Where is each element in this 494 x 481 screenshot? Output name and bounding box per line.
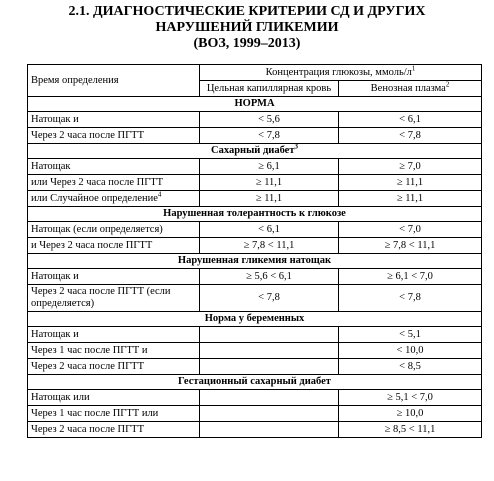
venous-value: < 7,8 bbox=[339, 285, 482, 312]
row-label bbox=[28, 390, 200, 406]
table-row bbox=[28, 128, 482, 144]
row-label-text: Через 2 часа после ПГТТ bbox=[31, 423, 144, 435]
row-label bbox=[28, 238, 200, 254]
table-row bbox=[28, 112, 482, 128]
criteria-table bbox=[27, 64, 482, 438]
row-label bbox=[28, 175, 200, 191]
row-label bbox=[28, 159, 200, 175]
section-title bbox=[28, 375, 482, 390]
venous-value: ≥ 10,0 bbox=[339, 406, 482, 422]
row-label-text: Через 1 час после ПГТТ и bbox=[31, 344, 148, 356]
venous-value: < 6,1 bbox=[339, 112, 482, 128]
row-label bbox=[28, 112, 200, 128]
table-row bbox=[28, 222, 482, 238]
capillary-value bbox=[200, 406, 339, 422]
table-row bbox=[28, 422, 482, 438]
venous-value: ≥ 6,1 < 7,0 bbox=[339, 269, 482, 285]
header-venous-sup: 2 bbox=[445, 80, 450, 88]
venous-value: < 10,0 bbox=[339, 343, 482, 359]
capillary-value: ≥ 5,6 < 6,1 bbox=[200, 269, 339, 285]
venous-value: ≥ 8,5 < 11,1 bbox=[339, 422, 482, 438]
venous-value: ≥ 7,8 < 11,1 bbox=[339, 238, 482, 254]
capillary-value bbox=[200, 422, 339, 438]
capillary-value bbox=[200, 343, 339, 359]
section-title-text: Нарушенная толерантность к глюкозе bbox=[163, 208, 346, 219]
row-label bbox=[28, 327, 200, 343]
header-concentration bbox=[200, 65, 482, 81]
table-row bbox=[28, 175, 482, 191]
section-header-row bbox=[28, 144, 482, 159]
row-label-text: Натощак и bbox=[31, 113, 79, 125]
table-row bbox=[28, 390, 482, 406]
table-row bbox=[28, 269, 482, 285]
section-title bbox=[28, 144, 482, 159]
section-title-sup: 3 bbox=[294, 142, 298, 151]
venous-value: ≥ 11,1 bbox=[339, 191, 482, 207]
row-label-text: Натощак bbox=[31, 160, 71, 172]
capillary-value: < 7,8 bbox=[200, 128, 339, 144]
capillary-value: < 5,6 bbox=[200, 112, 339, 128]
row-label bbox=[28, 343, 200, 359]
section-header-row bbox=[28, 312, 482, 327]
row-label-sup: 4 bbox=[157, 190, 162, 198]
title-line-1: 2.1. ДИАГНОСТИЧЕСКИЕ КРИТЕРИИ СД И ДРУГИХ bbox=[68, 4, 426, 19]
row-label bbox=[28, 128, 200, 144]
section-title-text: Гестационный сахарный диабет bbox=[178, 376, 331, 387]
section-header-row bbox=[28, 375, 482, 390]
row-label bbox=[28, 222, 200, 238]
table-row bbox=[28, 359, 482, 375]
capillary-value: ≥ 11,1 bbox=[200, 191, 339, 207]
header-capillary: Цельная капиллярная кровь bbox=[200, 81, 339, 97]
section-title bbox=[28, 97, 482, 112]
section-title-text: Сахарный диабет bbox=[211, 145, 295, 156]
section-header-row bbox=[28, 254, 482, 269]
row-label-text: Натощак и bbox=[31, 270, 79, 282]
capillary-value bbox=[200, 327, 339, 343]
venous-value: ≥ 5,1 < 7,0 bbox=[339, 390, 482, 406]
header-concentration-sup: 1 bbox=[411, 64, 416, 72]
section-title bbox=[28, 312, 482, 327]
row-label bbox=[28, 269, 200, 285]
row-label bbox=[28, 422, 200, 438]
table-row bbox=[28, 285, 482, 312]
section-title bbox=[28, 254, 482, 269]
row-label bbox=[28, 285, 200, 312]
row-label-text: Через 2 часа после ПГТТ (если определяется) bbox=[31, 286, 171, 309]
row-label-text: Натощак или bbox=[31, 391, 90, 403]
header-venous bbox=[339, 81, 482, 97]
row-label-text: Через 1 час после ПГТТ или bbox=[31, 407, 159, 419]
venous-value: < 8,5 bbox=[339, 359, 482, 375]
capillary-value bbox=[200, 390, 339, 406]
table-row bbox=[28, 327, 482, 343]
venous-value: < 7,0 bbox=[339, 222, 482, 238]
header-venous-text: Венозная плазма bbox=[370, 82, 446, 94]
row-label-text: Натощак (если определяется) bbox=[31, 223, 163, 235]
table-row bbox=[28, 159, 482, 175]
header-concentration-text: Концентрация глюкозы, ммоль/л bbox=[265, 66, 412, 78]
section-title-text: Нарушенная гликемия натощак bbox=[177, 255, 332, 266]
row-label-text: Через 2 часа после ПГТТ bbox=[31, 129, 144, 141]
section-title bbox=[28, 207, 482, 222]
row-label-text: или Через 2 часа после ПГТТ bbox=[31, 176, 164, 188]
row-label bbox=[28, 191, 200, 207]
document-title bbox=[0, 0, 494, 52]
capillary-value: ≥ 7,8 < 11,1 bbox=[200, 238, 339, 254]
row-label-text: Через 2 часа после ПГТТ bbox=[31, 360, 144, 372]
row-label bbox=[28, 359, 200, 375]
capillary-value: < 7,8 bbox=[200, 285, 339, 312]
capillary-value: ≥ 6,1 bbox=[200, 159, 339, 175]
section-header-row bbox=[28, 97, 482, 112]
venous-value: < 7,8 bbox=[339, 128, 482, 144]
venous-value: < 5,1 bbox=[339, 327, 482, 343]
venous-value: ≥ 7,0 bbox=[339, 159, 482, 175]
table-row bbox=[28, 343, 482, 359]
title-line-3: (ВОЗ, 1999–2013) bbox=[193, 36, 301, 51]
table-row bbox=[28, 191, 482, 207]
table-row bbox=[28, 238, 482, 254]
section-title-text: Норма у беременных bbox=[204, 313, 305, 324]
capillary-value bbox=[200, 359, 339, 375]
header-time: Время определения bbox=[28, 65, 200, 97]
row-label-text: или Случайное определение bbox=[31, 192, 158, 204]
table-row bbox=[28, 406, 482, 422]
section-title-text: НОРМА bbox=[234, 98, 275, 109]
title-line-2: НАРУШЕНИЙ ГЛИКЕМИИ bbox=[155, 20, 339, 35]
row-label-text: Натощак и bbox=[31, 328, 79, 340]
row-label bbox=[28, 406, 200, 422]
venous-value: ≥ 11,1 bbox=[339, 175, 482, 191]
section-header-row bbox=[28, 207, 482, 222]
capillary-value: ≥ 11,1 bbox=[200, 175, 339, 191]
capillary-value: < 6,1 bbox=[200, 222, 339, 238]
row-label-text: и Через 2 часа после ПГТТ bbox=[31, 239, 153, 251]
